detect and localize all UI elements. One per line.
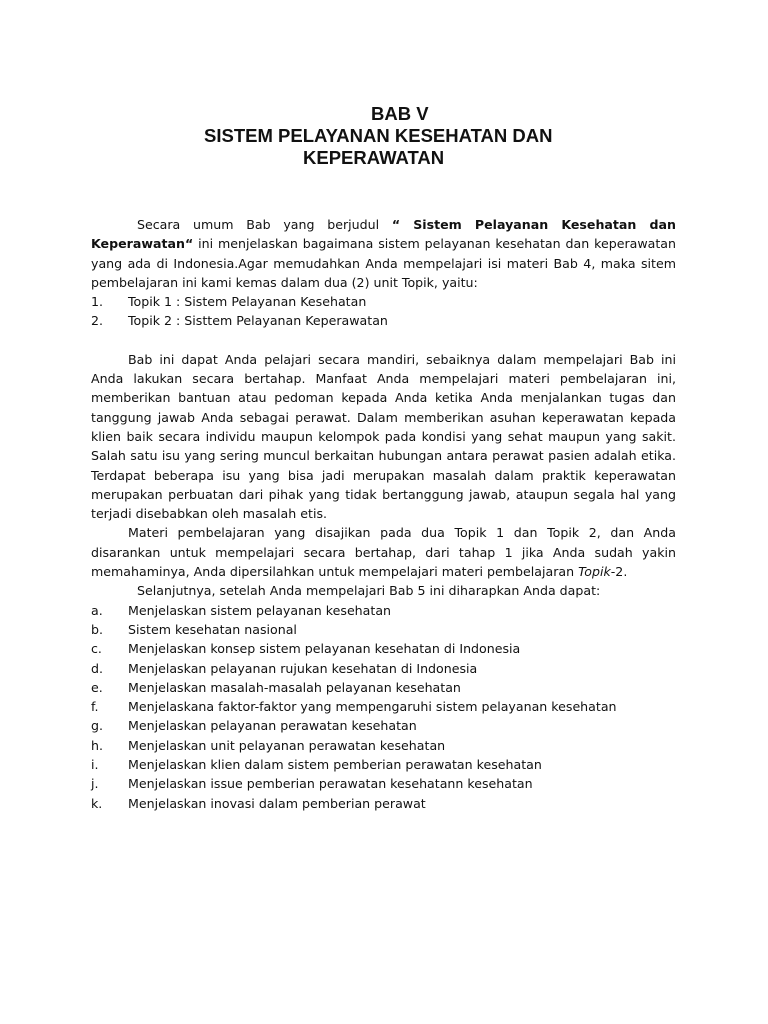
paragraph-3-end: -2. (610, 564, 628, 580)
list-item (91, 774, 676, 793)
list-letter: e. (91, 679, 103, 695)
list-item (91, 601, 676, 620)
list-item (91, 639, 676, 658)
list-number: 1. (91, 294, 104, 310)
list-item (91, 794, 676, 813)
intro-paragraph (91, 215, 676, 292)
intro-rest: ini menjelaskan bagaimana sistem pelayanan kesehatan dan keperawatan yang ada di Indonesia.Agar memudahkan Anda mempelajari isi materi Bab 4, maka sitem pembelajaran ini kami kemas dalam dua (2) unit Topik, yaitu: (91, 236, 676, 290)
list-item (91, 659, 676, 678)
list-text: Menjelaskan pelayanan rujukan kesehatan di Indonesia (128, 660, 478, 676)
list-item (91, 678, 676, 697)
list-item (91, 620, 676, 639)
list-text: Menjelaskan klien dalam sistem pemberian perawatan kesehatan (128, 757, 542, 773)
list-item (91, 736, 676, 755)
list-letter: d. (91, 660, 103, 676)
list-text: Menjelaskan sistem pelayanan kesehatan (128, 602, 392, 618)
list-item (91, 716, 676, 735)
document-body (91, 215, 676, 813)
list-text: Menjelaskan pelayanan perawatan kesehatan (128, 718, 417, 734)
paragraph-3-italic: Topik (578, 564, 611, 580)
list-text: Menjelaskan masalah-masalah pelayanan kesehatan (128, 679, 461, 695)
list-text: Menjelaskan issue pemberian perawatan kesehatann kesehatan (128, 776, 533, 792)
list-letter: a. (91, 602, 103, 618)
list-letter: c. (91, 641, 102, 657)
paragraph-3-text: Materi pembelajaran yang disajikan pada dua Topik 1 dan Topik 2, dan Anda disarankan untuk mempelajari secara bertahap, dari tahap 1 jika Anda sudah yakin memahaminya, Anda dipersilahkan untuk mempelajari materi pembelajaran (91, 525, 676, 580)
list-text: Menjelaskan konsep sistem pelayanan kesehatan di Indonesia (128, 641, 521, 657)
list-text: Menjelaskana faktor-faktor yang mempengaruhi sistem pelayanan kesehatan (128, 699, 617, 715)
objectives-list (91, 601, 676, 813)
paragraph-2: Bab ini dapat Anda pelajari secara mandiri, sebaiknya dalam mempelajari Bab ini Anda lakukan secara bertahap. Manfaat Anda mempelajari materi pembelajaran ini, memberikan bantuan atau pedoman kepada Anda ketika Anda menjalankan tugas dan tanggung jawab Anda sebagai perawat. Dalam memberikan asuhan keperawatan kepada klien baik secara individu maupun kelompok pada kondisi yang sehat maupun yang sakit. Salah satu isu yang sering muncul berkaitan hubungan antara perawat pasien adalah etika. Terdapat beberapa isu yang bisa jadi merupakan masalah dalam praktik keperawatan merupakan perbuatan dari pihak yang tidak bertanggung jawab, ataupun segala hal yang terjadi disebabkan oleh masalah etis. (91, 351, 676, 522)
list-text: Menjelaskan unit pelayanan perawatan kesehatan (128, 737, 446, 753)
list-item (91, 292, 676, 311)
chapter-number: BAB V (371, 103, 429, 124)
list-item (91, 755, 676, 774)
paragraph-4: Selanjutnya, setelah Anda mempelajari Bab 5 ini diharapkan Anda dapat: (137, 583, 601, 599)
list-item (91, 697, 676, 716)
list-letter: i. (91, 757, 99, 773)
list-text: Topik 2 : Sisttem Pelayanan Keperawatan (128, 313, 388, 329)
chapter-title-line-1: SISTEM PELAYANAN KESEHATAN DAN (204, 125, 553, 146)
spacer (91, 331, 676, 350)
list-letter: b. (91, 621, 103, 637)
list-letter: h. (91, 737, 103, 753)
topic-list (91, 292, 676, 331)
list-text: Topik 1 : Sistem Pelayanan Kesehatan (128, 294, 367, 310)
list-text: Menjelaskan inovasi dalam pemberian perawat (128, 795, 426, 811)
list-text: Sistem kesehatan nasional (128, 621, 297, 637)
intro-lead: Secara umum Bab yang berjudul (137, 217, 392, 232)
list-letter: f. (91, 699, 99, 715)
list-letter: j. (91, 776, 99, 792)
list-number: 2. (91, 313, 104, 329)
paragraph-3 (91, 523, 676, 581)
list-letter: g. (91, 718, 103, 734)
list-letter: k. (91, 795, 103, 811)
intro-bold-title: “ Sistem Pelayanan Kesehatan dan Keperawatan“ (91, 217, 676, 252)
chapter-title-line-2: KEPERAWATAN (303, 147, 445, 168)
list-item (91, 311, 676, 330)
